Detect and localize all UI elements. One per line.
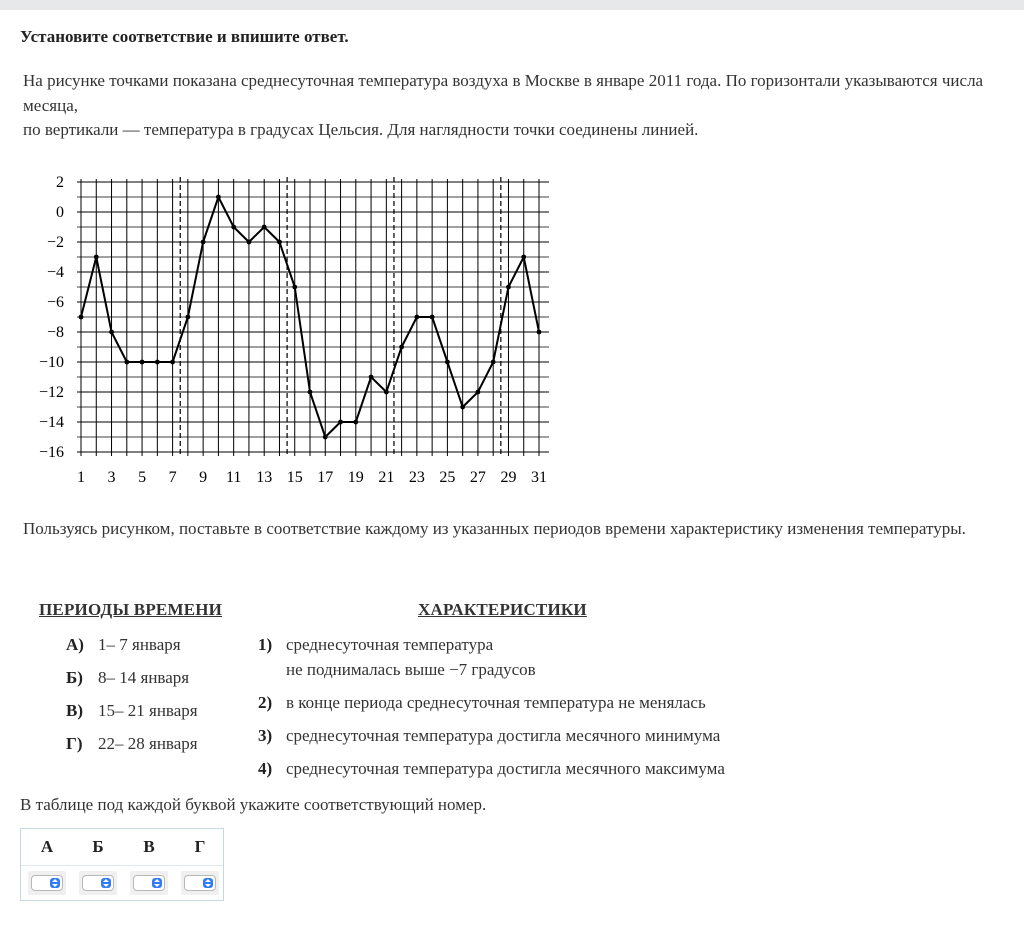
data-point xyxy=(185,315,190,320)
characteristic-text: в конце периода среднесуточная температура не менялась xyxy=(286,693,706,712)
data-point xyxy=(216,195,221,200)
period-letter: А) xyxy=(66,635,84,654)
data-point xyxy=(262,225,267,230)
data-point xyxy=(124,360,129,365)
characteristic-1 xyxy=(258,632,536,682)
data-point xyxy=(140,360,145,365)
y-tick-label: −4 xyxy=(46,264,64,281)
characteristic-number: 4) xyxy=(258,759,273,778)
period-g xyxy=(66,734,198,754)
x-tick-label: 27 xyxy=(469,469,486,486)
select-stepper-icon xyxy=(152,878,162,888)
characteristic-2 xyxy=(258,690,706,715)
x-tick-label: 31 xyxy=(531,469,547,486)
answer-select-a[interactable] xyxy=(31,875,63,891)
characteristic-text: среднесуточная температура достигла месячного максимума xyxy=(286,759,725,778)
characteristic-4 xyxy=(258,756,725,781)
data-point xyxy=(353,420,358,425)
period-letter: В) xyxy=(66,701,83,720)
temperature-chart xyxy=(20,168,560,498)
answer-select-v[interactable] xyxy=(133,875,165,891)
intro-line-2: по вертикали — температура в градусах Цельсия. Для наглядности точки соединены линией. xyxy=(23,120,699,139)
data-point xyxy=(445,360,450,365)
data-point xyxy=(170,360,175,365)
answer-header-b: Б xyxy=(92,837,104,856)
period-v xyxy=(66,701,198,721)
data-point xyxy=(323,435,328,440)
data-point xyxy=(369,375,374,380)
answer-header-g: Г xyxy=(194,837,206,856)
task-title: Установите соответствие и впишите ответ. xyxy=(20,27,349,46)
x-tick-label: 23 xyxy=(408,469,425,486)
data-point xyxy=(292,285,297,290)
answer-header-v: В xyxy=(143,837,155,856)
y-tick-label: −8 xyxy=(46,324,64,341)
characteristic-text: среднесуточная температура xyxy=(286,635,494,654)
top-bar xyxy=(0,0,1024,10)
period-a xyxy=(66,635,181,655)
x-tick-label: 25 xyxy=(439,469,456,486)
y-tick-label: −6 xyxy=(46,294,64,311)
characteristic-number: 2) xyxy=(258,693,273,712)
characteristic-3 xyxy=(258,723,720,748)
data-point xyxy=(109,330,114,335)
answer-select-g[interactable] xyxy=(184,875,216,891)
data-point xyxy=(247,240,252,245)
answer-cell-g xyxy=(181,871,219,895)
data-point xyxy=(201,240,206,245)
data-point xyxy=(521,255,526,260)
data-point xyxy=(79,315,84,320)
data-point xyxy=(414,315,419,320)
task-intro xyxy=(23,69,998,143)
x-tick-label: 9 xyxy=(199,469,208,486)
data-point xyxy=(338,420,343,425)
data-point xyxy=(460,405,465,410)
x-tick-label: 3 xyxy=(107,469,116,486)
data-point xyxy=(384,390,389,395)
y-tick-label: −16 xyxy=(38,444,64,461)
answer-header-a: А xyxy=(40,837,54,856)
period-text: 1– 7 января xyxy=(98,635,181,654)
answer-divider xyxy=(21,865,223,866)
answer-cell-a xyxy=(28,871,66,895)
x-tick-label: 17 xyxy=(317,469,334,486)
characteristic-number: 1) xyxy=(258,635,273,654)
characteristic-text: среднесуточная температура достигла месячного минимума xyxy=(286,726,721,745)
data-point xyxy=(277,240,282,245)
x-tick-label: 11 xyxy=(225,469,242,486)
data-point xyxy=(430,315,435,320)
x-tick-label: 5 xyxy=(138,469,147,486)
period-text: 15– 21 января xyxy=(98,701,198,720)
period-text: 22– 28 января xyxy=(98,734,198,753)
y-tick-label: −12 xyxy=(38,384,64,401)
select-stepper-icon xyxy=(203,878,213,888)
characteristic-text-line2: не поднималась выше −7 градусов xyxy=(286,660,536,679)
x-tick-label: 15 xyxy=(286,469,303,486)
y-tick-label: −10 xyxy=(38,354,64,371)
data-point xyxy=(155,360,160,365)
data-point xyxy=(231,225,236,230)
data-point xyxy=(476,390,481,395)
y-tick-label: −14 xyxy=(38,414,64,431)
data-point xyxy=(308,390,313,395)
period-letter: Б) xyxy=(66,668,83,687)
period-b xyxy=(66,668,189,688)
data-point xyxy=(94,255,99,260)
x-tick-label: 29 xyxy=(500,469,517,486)
y-tick-label: −2 xyxy=(46,234,64,251)
characteristics-heading: ХАРАКТЕРИСТИКИ xyxy=(418,600,587,619)
x-tick-label: 13 xyxy=(256,469,273,486)
x-tick-label: 21 xyxy=(378,469,395,486)
intro-line-1: На рисунке точками показана среднесуточная температура воздуха в Москве в январе 2011 года. По горизонтали указываются числа месяца, xyxy=(23,71,984,115)
data-point xyxy=(399,345,404,350)
answer-instruction: В таблице под каждой буквой укажите соответствующий номер. xyxy=(20,795,487,814)
data-point xyxy=(537,330,542,335)
answer-select-b[interactable] xyxy=(82,875,114,891)
answer-cell-b xyxy=(79,871,117,895)
select-stepper-icon xyxy=(101,878,111,888)
instruction-text: Пользуясь рисунком, поставьте в соответствие каждому из указанных периодов времени характеристику изменения температуры. xyxy=(23,519,966,538)
y-tick-label: 0 xyxy=(56,204,64,221)
x-tick-label: 7 xyxy=(168,469,177,486)
period-letter: Г) xyxy=(66,734,83,753)
data-point xyxy=(506,285,511,290)
select-stepper-icon xyxy=(50,878,60,888)
y-tick-label: 2 xyxy=(56,174,64,191)
answer-cell-v xyxy=(130,871,168,895)
characteristic-number: 3) xyxy=(258,726,273,745)
x-tick-label: 1 xyxy=(77,469,85,486)
x-tick-label: 19 xyxy=(347,469,364,486)
data-point xyxy=(491,360,496,365)
answer-table xyxy=(20,828,224,901)
period-text: 8– 14 января xyxy=(98,668,190,687)
periods-heading: ПЕРИОДЫ ВРЕМЕНИ xyxy=(39,600,223,619)
